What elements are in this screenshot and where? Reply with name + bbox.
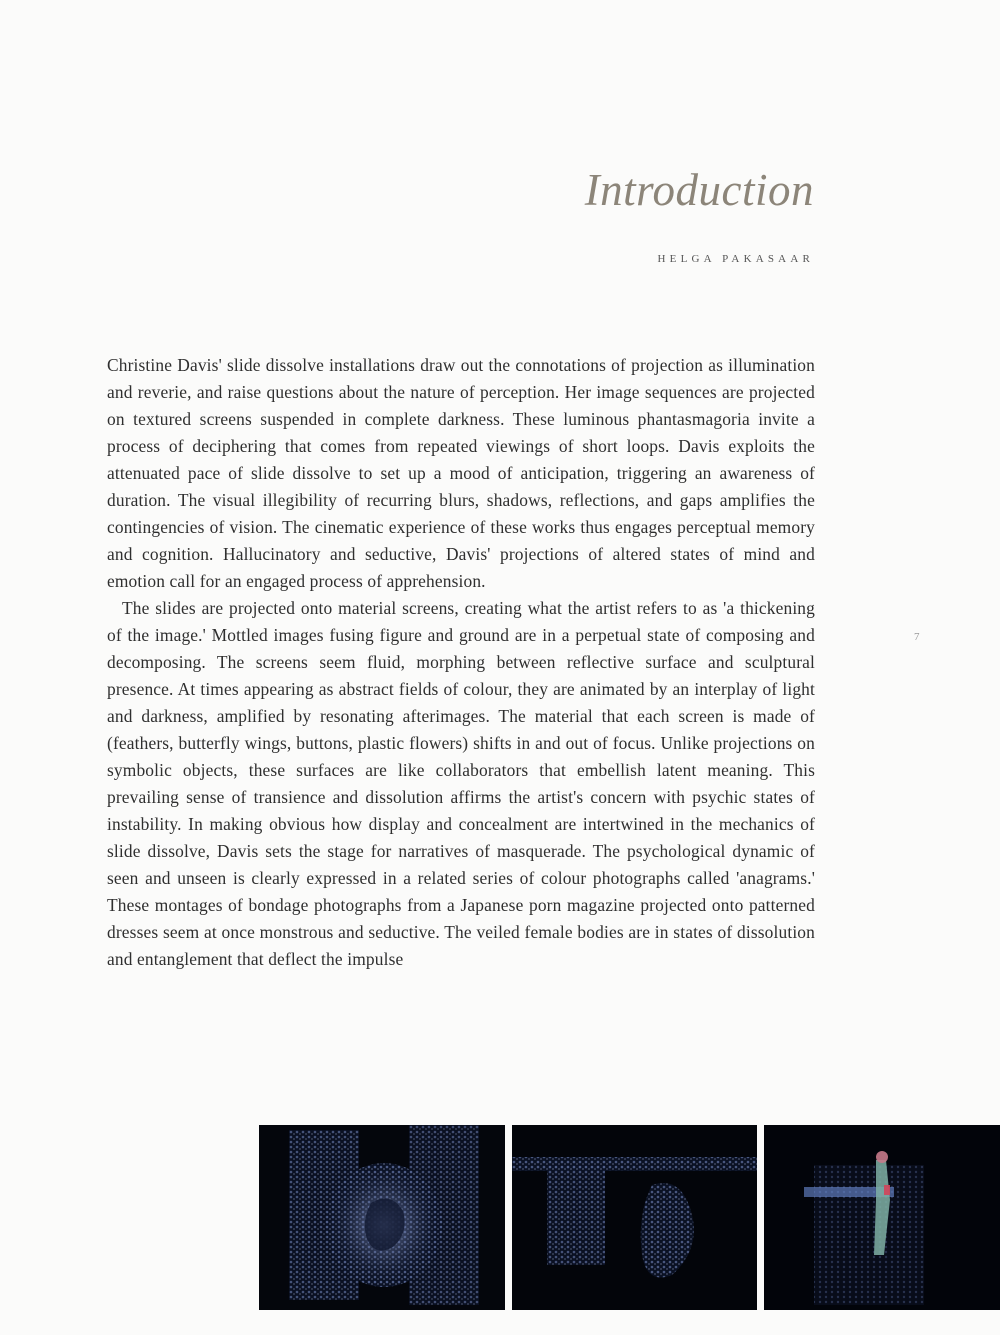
page-number: 7 <box>914 631 920 643</box>
installation-photo-projected-figure <box>259 1125 505 1310</box>
page-title: Introduction <box>584 165 814 215</box>
author-byline: HELGA PAKASAAR <box>657 253 814 265</box>
article-body <box>107 352 815 973</box>
installation-photo-projected-doll <box>764 1125 1000 1310</box>
installation-photo-projected-hands <box>512 1125 757 1310</box>
paragraph: The slides are projected onto material screens, creating what the artist refers to as 'a thickening of the image.' Mottled images fusing figure and ground are in a perpetual state of composing and decomposing. The screens seem fluid, morphing between reflective surface and sculptural presence. At times appearing as abstract fields of colour, they are animated by an interplay of light and darkness, amplified by resonating afterimages. The material that each screen is made of (feathers, butterfly wings, buttons, plastic flowers) shifts in and out of focus. Unlike projections on symbolic objects, these surfaces are like collaborators that embellish latent meaning. This prevailing sense of transience and dissolution affirms the artist's concern with psychic states of instability. In making obvious how display and concealment are intertwined in the mechanics of slide dissolve, Davis sets the stage for narratives of masquerade. The psychological dynamic of seen and unseen is clearly expressed in a related series of colour photographs called 'anagrams.' These montages of bondage photographs from a Japanese porn magazine projected onto patterned dresses seem at once monstrous and seductive. The veiled female bodies are in states of dissolution and entanglement that deflect the impulse <box>107 598 815 969</box>
paragraph: Christine Davis' slide dissolve installations draw out the connotations of projection as illumination and reverie, and raise questions about the nature of perception. Her image sequences are projected on textured screens suspended in complete darkness. These luminous phantasmagoria invite a process of deciphering that comes from repeated viewings of short loops. Davis exploits the attenuated pace of slide dissolve to set up a mood of anticipation, triggering an awareness of duration. The visual illegibility of recurring blurs, shadows, reflections, and gaps amplifies the contingencies of vision. The cinematic experience of these works thus engages perceptual memory and cognition. Hallucinatory and seductive, Davis' projections of altered states of mind and emotion call for an engaged process of apprehension. <box>107 355 815 591</box>
